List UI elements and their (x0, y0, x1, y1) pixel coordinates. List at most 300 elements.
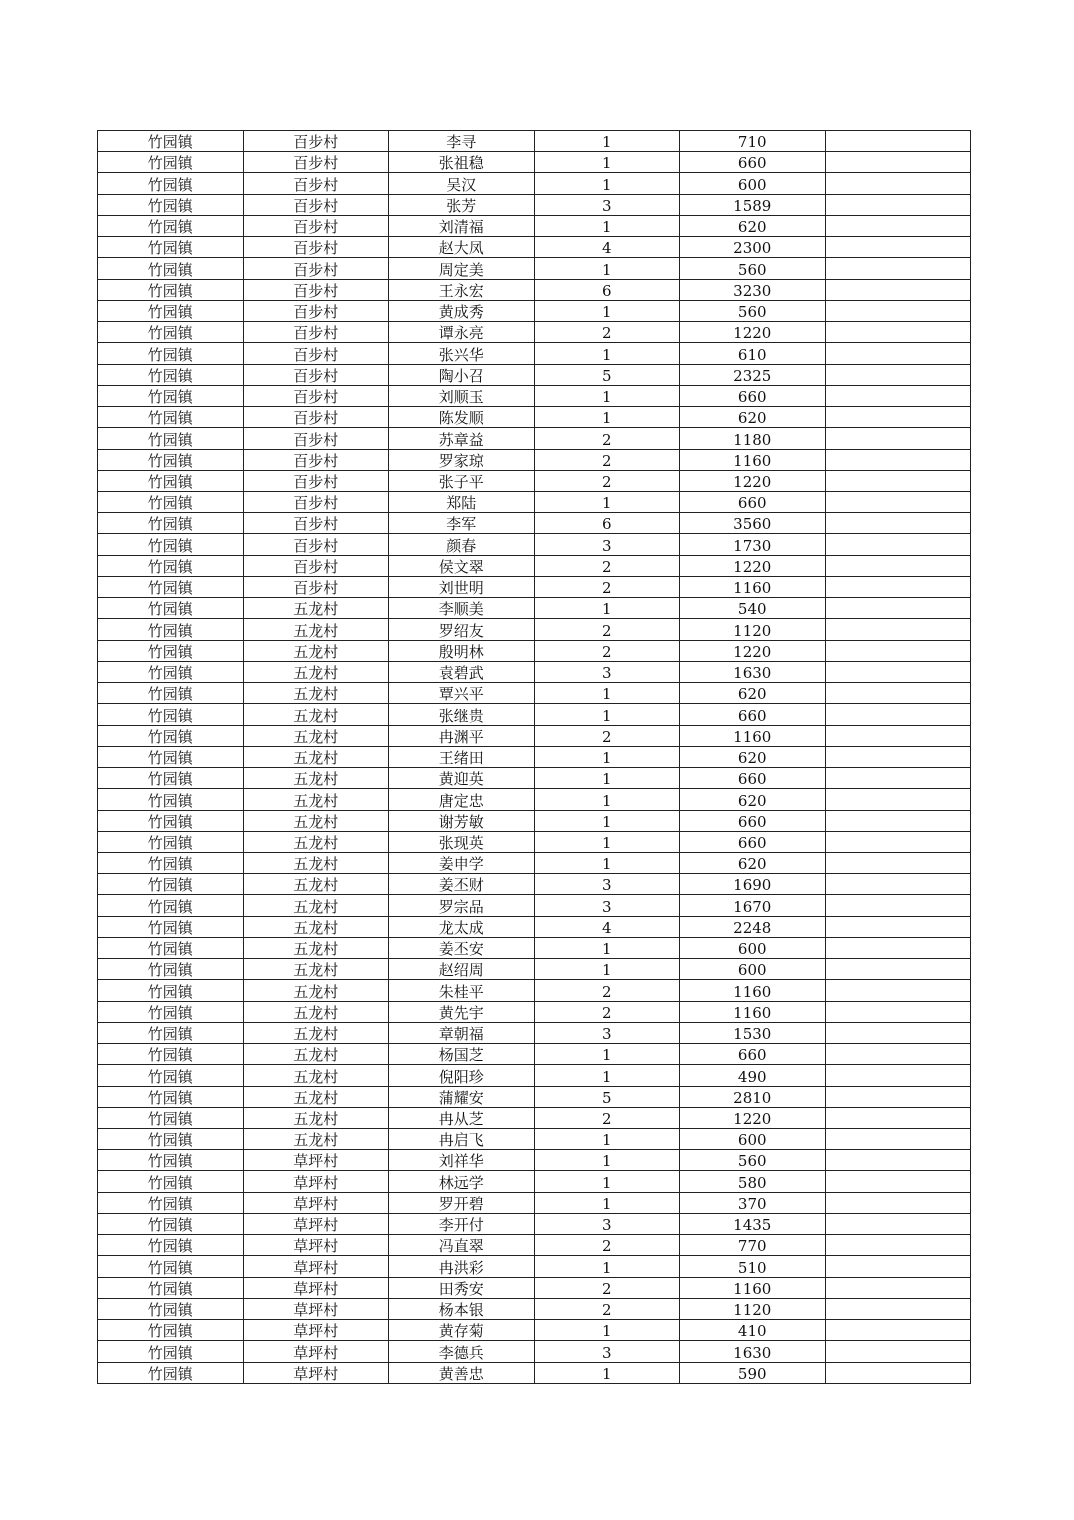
table-row (98, 1213, 971, 1234)
table-row (98, 576, 971, 597)
name-cell: 倪阳珍 (389, 1065, 535, 1086)
name-cell: 罗绍友 (389, 619, 535, 640)
remark-cell (825, 619, 971, 640)
village-cell: 百步村 (243, 131, 389, 152)
village-cell: 五龙村 (243, 725, 389, 746)
town-cell: 竹园镇 (98, 874, 244, 895)
household-count-cell: 1 (534, 704, 680, 725)
household-count-cell: 4 (534, 237, 680, 258)
name-cell: 章朝福 (389, 1022, 535, 1043)
remark-cell (825, 598, 971, 619)
name-cell: 张现英 (389, 831, 535, 852)
remark-cell (825, 725, 971, 746)
village-cell: 五龙村 (243, 598, 389, 619)
village-cell: 五龙村 (243, 852, 389, 873)
town-cell: 竹园镇 (98, 1213, 244, 1234)
amount-cell: 1730 (680, 534, 826, 555)
household-count-cell: 1 (534, 1129, 680, 1150)
name-cell: 张祖稳 (389, 152, 535, 173)
household-count-cell: 2 (534, 1107, 680, 1128)
name-cell: 袁碧武 (389, 661, 535, 682)
subsidy-table (97, 130, 971, 1384)
amount-cell: 600 (680, 173, 826, 194)
name-cell: 姜丕安 (389, 937, 535, 958)
table-row (98, 1341, 971, 1362)
name-cell: 杨国芝 (389, 1044, 535, 1065)
name-cell: 赵绍周 (389, 959, 535, 980)
amount-cell: 710 (680, 131, 826, 152)
name-cell: 刘清福 (389, 215, 535, 236)
household-count-cell: 1 (534, 385, 680, 406)
table-row (98, 937, 971, 958)
village-cell: 五龙村 (243, 874, 389, 895)
amount-cell: 1530 (680, 1022, 826, 1043)
remark-cell (825, 683, 971, 704)
remark-cell (825, 173, 971, 194)
town-cell: 竹园镇 (98, 1129, 244, 1150)
village-cell: 五龙村 (243, 1107, 389, 1128)
household-count-cell: 1 (534, 1362, 680, 1383)
village-cell: 五龙村 (243, 746, 389, 767)
amount-cell: 620 (680, 683, 826, 704)
amount-cell: 660 (680, 152, 826, 173)
village-cell: 五龙村 (243, 831, 389, 852)
town-cell: 竹园镇 (98, 1298, 244, 1319)
table-row (98, 1022, 971, 1043)
village-cell: 草坪村 (243, 1235, 389, 1256)
household-count-cell: 3 (534, 1341, 680, 1362)
town-cell: 竹园镇 (98, 1277, 244, 1298)
remark-cell (825, 470, 971, 491)
name-cell: 冉洪彩 (389, 1256, 535, 1277)
town-cell: 竹园镇 (98, 173, 244, 194)
remark-cell (825, 1277, 971, 1298)
town-cell: 竹园镇 (98, 1150, 244, 1171)
amount-cell: 1160 (680, 725, 826, 746)
amount-cell: 1690 (680, 874, 826, 895)
household-count-cell: 1 (534, 300, 680, 321)
town-cell: 竹园镇 (98, 980, 244, 1001)
village-cell: 草坪村 (243, 1341, 389, 1362)
town-cell: 竹园镇 (98, 152, 244, 173)
name-cell: 陶小召 (389, 364, 535, 385)
table-row (98, 1150, 971, 1171)
amount-cell: 660 (680, 491, 826, 512)
household-count-cell: 2 (534, 428, 680, 449)
town-cell: 竹园镇 (98, 322, 244, 343)
village-cell: 五龙村 (243, 768, 389, 789)
village-cell: 百步村 (243, 364, 389, 385)
town-cell: 竹园镇 (98, 215, 244, 236)
remark-cell (825, 810, 971, 831)
town-cell: 竹园镇 (98, 619, 244, 640)
table-row (98, 555, 971, 576)
table-row (98, 746, 971, 767)
table-row (98, 916, 971, 937)
name-cell: 周定美 (389, 258, 535, 279)
remark-cell (825, 1001, 971, 1022)
village-cell: 百步村 (243, 237, 389, 258)
amount-cell: 560 (680, 300, 826, 321)
household-count-cell: 2 (534, 449, 680, 470)
name-cell: 蒲耀安 (389, 1086, 535, 1107)
town-cell: 竹园镇 (98, 555, 244, 576)
table-row (98, 959, 971, 980)
town-cell: 竹园镇 (98, 810, 244, 831)
table-row (98, 598, 971, 619)
town-cell: 竹园镇 (98, 470, 244, 491)
amount-cell: 1220 (680, 1107, 826, 1128)
name-cell: 张继贵 (389, 704, 535, 725)
household-count-cell: 2 (534, 1001, 680, 1022)
household-count-cell: 1 (534, 683, 680, 704)
village-cell: 五龙村 (243, 1022, 389, 1043)
village-cell: 五龙村 (243, 1086, 389, 1107)
household-count-cell: 2 (534, 322, 680, 343)
town-cell: 竹园镇 (98, 789, 244, 810)
name-cell: 冯直翠 (389, 1235, 535, 1256)
village-cell: 百步村 (243, 215, 389, 236)
town-cell: 竹园镇 (98, 1341, 244, 1362)
town-cell: 竹园镇 (98, 852, 244, 873)
town-cell: 竹园镇 (98, 407, 244, 428)
household-count-cell: 1 (534, 343, 680, 364)
amount-cell: 2248 (680, 916, 826, 937)
household-count-cell: 1 (534, 131, 680, 152)
remark-cell (825, 428, 971, 449)
remark-cell (825, 364, 971, 385)
amount-cell: 660 (680, 1044, 826, 1065)
name-cell: 覃兴平 (389, 683, 535, 704)
name-cell: 谢芳敏 (389, 810, 535, 831)
name-cell: 冉从芝 (389, 1107, 535, 1128)
remark-cell (825, 1044, 971, 1065)
town-cell: 竹园镇 (98, 746, 244, 767)
name-cell: 李寻 (389, 131, 535, 152)
remark-cell (825, 449, 971, 470)
town-cell: 竹园镇 (98, 343, 244, 364)
remark-cell (825, 258, 971, 279)
town-cell: 竹园镇 (98, 1086, 244, 1107)
name-cell: 龙太成 (389, 916, 535, 937)
remark-cell (825, 852, 971, 873)
amount-cell: 620 (680, 407, 826, 428)
amount-cell: 620 (680, 789, 826, 810)
village-cell: 草坪村 (243, 1298, 389, 1319)
remark-cell (825, 789, 971, 810)
household-count-cell: 2 (534, 619, 680, 640)
remark-cell (825, 959, 971, 980)
town-cell: 竹园镇 (98, 661, 244, 682)
table-row (98, 810, 971, 831)
town-cell: 竹园镇 (98, 598, 244, 619)
town-cell: 竹园镇 (98, 937, 244, 958)
name-cell: 朱桂平 (389, 980, 535, 1001)
table-row (98, 768, 971, 789)
table-row (98, 407, 971, 428)
town-cell: 竹园镇 (98, 279, 244, 300)
amount-cell: 560 (680, 1150, 826, 1171)
remark-cell (825, 1129, 971, 1150)
table-body (98, 131, 971, 1384)
table-row (98, 1298, 971, 1319)
table-row (98, 1320, 971, 1341)
table-row (98, 980, 971, 1001)
household-count-cell: 1 (534, 173, 680, 194)
table-row (98, 279, 971, 300)
household-count-cell: 1 (534, 789, 680, 810)
table-row (98, 534, 971, 555)
table-row (98, 1107, 971, 1128)
table-row (98, 194, 971, 215)
name-cell: 冉渊平 (389, 725, 535, 746)
remark-cell (825, 746, 971, 767)
remark-cell (825, 343, 971, 364)
village-cell: 五龙村 (243, 1129, 389, 1150)
village-cell: 草坪村 (243, 1192, 389, 1213)
name-cell: 姜申学 (389, 852, 535, 873)
household-count-cell: 2 (534, 640, 680, 661)
name-cell: 黄善忠 (389, 1362, 535, 1383)
table-row (98, 1362, 971, 1383)
remark-cell (825, 1086, 971, 1107)
table-row (98, 640, 971, 661)
table-row (98, 683, 971, 704)
amount-cell: 770 (680, 1235, 826, 1256)
name-cell: 罗家琼 (389, 449, 535, 470)
amount-cell: 1180 (680, 428, 826, 449)
remark-cell (825, 1213, 971, 1234)
name-cell: 刘世明 (389, 576, 535, 597)
village-cell: 五龙村 (243, 810, 389, 831)
name-cell: 殷明林 (389, 640, 535, 661)
household-count-cell: 5 (534, 364, 680, 385)
town-cell: 竹园镇 (98, 895, 244, 916)
village-cell: 百步村 (243, 152, 389, 173)
name-cell: 张子平 (389, 470, 535, 491)
name-cell: 王永宏 (389, 279, 535, 300)
name-cell: 谭永亮 (389, 322, 535, 343)
remark-cell (825, 194, 971, 215)
amount-cell: 1120 (680, 619, 826, 640)
name-cell: 黄存菊 (389, 1320, 535, 1341)
table-row (98, 895, 971, 916)
village-cell: 草坪村 (243, 1277, 389, 1298)
household-count-cell: 1 (534, 1320, 680, 1341)
amount-cell: 620 (680, 746, 826, 767)
table-row (98, 661, 971, 682)
town-cell: 竹园镇 (98, 725, 244, 746)
village-cell: 五龙村 (243, 704, 389, 725)
remark-cell (825, 1192, 971, 1213)
village-cell: 百步村 (243, 194, 389, 215)
household-count-cell: 1 (534, 1171, 680, 1192)
village-cell: 百步村 (243, 513, 389, 534)
amount-cell: 660 (680, 768, 826, 789)
village-cell: 百步村 (243, 300, 389, 321)
remark-cell (825, 874, 971, 895)
household-count-cell: 1 (534, 598, 680, 619)
household-count-cell: 3 (534, 895, 680, 916)
remark-cell (825, 768, 971, 789)
amount-cell: 610 (680, 343, 826, 364)
remark-cell (825, 1107, 971, 1128)
remark-cell (825, 895, 971, 916)
household-count-cell: 2 (534, 725, 680, 746)
remark-cell (825, 534, 971, 555)
town-cell: 竹园镇 (98, 640, 244, 661)
remark-cell (825, 1022, 971, 1043)
amount-cell: 600 (680, 937, 826, 958)
village-cell: 百步村 (243, 555, 389, 576)
household-count-cell: 1 (534, 215, 680, 236)
household-count-cell: 2 (534, 576, 680, 597)
table-row (98, 1256, 971, 1277)
village-cell: 百步村 (243, 385, 389, 406)
household-count-cell: 1 (534, 746, 680, 767)
amount-cell: 600 (680, 1129, 826, 1150)
village-cell: 五龙村 (243, 683, 389, 704)
town-cell: 竹园镇 (98, 1022, 244, 1043)
amount-cell: 1589 (680, 194, 826, 215)
household-count-cell: 5 (534, 1086, 680, 1107)
household-count-cell: 6 (534, 279, 680, 300)
name-cell: 李军 (389, 513, 535, 534)
town-cell: 竹园镇 (98, 1171, 244, 1192)
table-row (98, 1235, 971, 1256)
village-cell: 百步村 (243, 322, 389, 343)
remark-cell (825, 215, 971, 236)
household-count-cell: 1 (534, 768, 680, 789)
table-row (98, 852, 971, 873)
remark-cell (825, 831, 971, 852)
table-row (98, 1129, 971, 1150)
table-row (98, 364, 971, 385)
household-count-cell: 2 (534, 1277, 680, 1298)
amount-cell: 660 (680, 831, 826, 852)
village-cell: 百步村 (243, 407, 389, 428)
village-cell: 五龙村 (243, 895, 389, 916)
table-row (98, 1277, 971, 1298)
name-cell: 姜丕财 (389, 874, 535, 895)
village-cell: 五龙村 (243, 661, 389, 682)
remark-cell (825, 1171, 971, 1192)
household-count-cell: 1 (534, 1065, 680, 1086)
amount-cell: 2325 (680, 364, 826, 385)
name-cell: 李德兵 (389, 1341, 535, 1362)
village-cell: 草坪村 (243, 1150, 389, 1171)
name-cell: 林远学 (389, 1171, 535, 1192)
table-row (98, 428, 971, 449)
amount-cell: 410 (680, 1320, 826, 1341)
amount-cell: 1160 (680, 980, 826, 1001)
household-count-cell: 1 (534, 152, 680, 173)
remark-cell (825, 491, 971, 512)
remark-cell (825, 152, 971, 173)
remark-cell (825, 704, 971, 725)
remark-cell (825, 513, 971, 534)
name-cell: 罗宗品 (389, 895, 535, 916)
amount-cell: 3560 (680, 513, 826, 534)
amount-cell: 1220 (680, 555, 826, 576)
village-cell: 五龙村 (243, 937, 389, 958)
amount-cell: 660 (680, 810, 826, 831)
town-cell: 竹园镇 (98, 683, 244, 704)
remark-cell (825, 279, 971, 300)
household-count-cell: 3 (534, 1213, 680, 1234)
remark-cell (825, 407, 971, 428)
village-cell: 五龙村 (243, 1001, 389, 1022)
remark-cell (825, 555, 971, 576)
name-cell: 黄先宇 (389, 1001, 535, 1022)
amount-cell: 620 (680, 215, 826, 236)
table-row (98, 874, 971, 895)
town-cell: 竹园镇 (98, 576, 244, 597)
household-count-cell: 2 (534, 980, 680, 1001)
village-cell: 五龙村 (243, 959, 389, 980)
remark-cell (825, 385, 971, 406)
name-cell: 张芳 (389, 194, 535, 215)
village-cell: 五龙村 (243, 1065, 389, 1086)
name-cell: 唐定忠 (389, 789, 535, 810)
household-count-cell: 1 (534, 810, 680, 831)
town-cell: 竹园镇 (98, 959, 244, 980)
town-cell: 竹园镇 (98, 194, 244, 215)
table-row (98, 237, 971, 258)
town-cell: 竹园镇 (98, 831, 244, 852)
town-cell: 竹园镇 (98, 1107, 244, 1128)
village-cell: 百步村 (243, 258, 389, 279)
town-cell: 竹园镇 (98, 131, 244, 152)
town-cell: 竹园镇 (98, 1001, 244, 1022)
household-count-cell: 2 (534, 1235, 680, 1256)
household-count-cell: 2 (534, 555, 680, 576)
name-cell: 张兴华 (389, 343, 535, 364)
remark-cell (825, 1256, 971, 1277)
household-count-cell: 1 (534, 491, 680, 512)
town-cell: 竹园镇 (98, 428, 244, 449)
village-cell: 草坪村 (243, 1320, 389, 1341)
town-cell: 竹园镇 (98, 1192, 244, 1213)
table-row (98, 1044, 971, 1065)
household-count-cell: 1 (534, 1256, 680, 1277)
table-row (98, 131, 971, 152)
name-cell: 侯文翠 (389, 555, 535, 576)
remark-cell (825, 1235, 971, 1256)
amount-cell: 540 (680, 598, 826, 619)
town-cell: 竹园镇 (98, 704, 244, 725)
name-cell: 陈发顺 (389, 407, 535, 428)
remark-cell (825, 576, 971, 597)
village-cell: 五龙村 (243, 916, 389, 937)
remark-cell (825, 300, 971, 321)
household-count-cell: 1 (534, 831, 680, 852)
table-row (98, 789, 971, 810)
village-cell: 百步村 (243, 343, 389, 364)
remark-cell (825, 1150, 971, 1171)
household-count-cell: 6 (534, 513, 680, 534)
household-count-cell: 1 (534, 1192, 680, 1213)
village-cell: 五龙村 (243, 1044, 389, 1065)
table-row (98, 1171, 971, 1192)
remark-cell (825, 131, 971, 152)
remark-cell (825, 661, 971, 682)
amount-cell: 560 (680, 258, 826, 279)
name-cell: 王绪田 (389, 746, 535, 767)
village-cell: 草坪村 (243, 1213, 389, 1234)
remark-cell (825, 640, 971, 661)
table-row (98, 322, 971, 343)
